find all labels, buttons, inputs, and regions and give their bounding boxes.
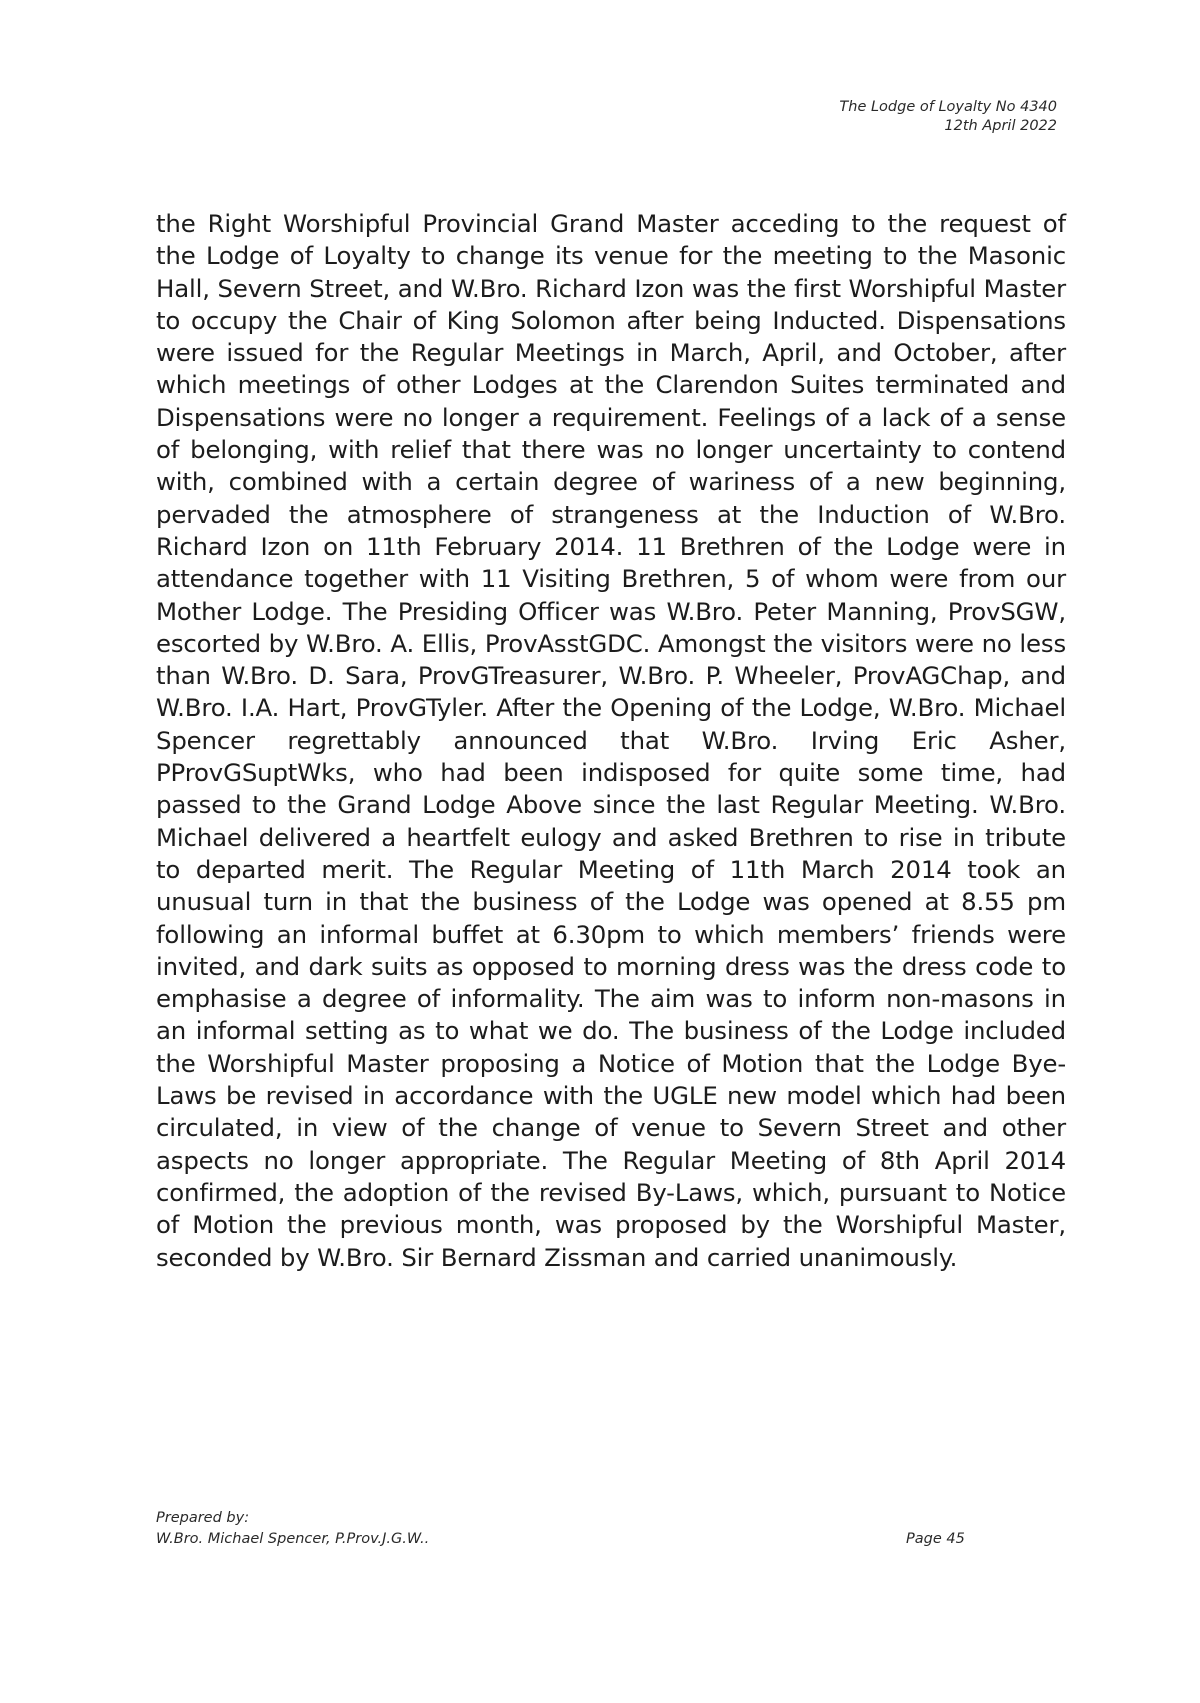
header-date: 12th April 2022 (944, 118, 1057, 134)
page-number: Page 45 (906, 1531, 965, 1547)
prepared-by-label: Prepared by: (156, 1510, 250, 1526)
header-lodge-name: The Lodge of Loyalty No 4340 (839, 99, 1057, 115)
page-header (839, 98, 1057, 136)
body-paragraph: the Right Worshipful Provincial Grand Master acceding to the request of the Lodge of Loyalty to change its venue for the meeting to the Masonic Hall, Severn Street, and W.Bro. Richard Izon was the first Worshipful Master to occupy the Chair of King Solomon after being Inducted. Dispensations were issued for the Regular Meetings in March, April, and October, after which meetings of other Lodges at the Clarendon Suites terminated and Dispensations were no longer a requirement. Feelings of a lack of a sense of belonging, with relief that there was no longer uncertainty to contend with, combined with a certain degree of wariness of a new beginning, pervaded the atmosphere of strangeness at the Induction of W.Bro. Richard Izon on 11th February 2014. 11 Brethren of the Lodge were in attendance together with 11 Visiting Brethren, 5 of whom were from our Mother Lodge. The Presiding Officer was W.Bro. Peter Manning, ProvSGW, escorted by W.Bro. A. Ellis, ProvAsstGDC. Amongst the visitors were no less than W.Bro. D. Sara, ProvGTreasurer, W.Bro. P. Wheeler, ProvAGChap, and W.Bro. I.A. Hart, ProvGTyler. After the Opening of the Lodge, W.Bro. Michael Spencer regrettably announced that W.Bro. Irving Eric Asher, PProvGSuptWks, who had been indisposed for quite some time, had passed to the Grand Lodge Above since the last Regular Meeting. W.Bro. Michael delivered a heartfelt eulogy and asked Brethren to rise in tribute to departed merit. The Regular Meeting of 11th March 2014 took an unusual turn in that the business of the Lodge was opened at 8.55 pm following an informal buffet at 6.30pm to which members’ friends were invited, and dark suits as opposed to morning dress was the dress code to emphasise a degree of informality. The aim was to inform non-masons in an informal setting as to what we do. The business of the Lodge included the Worshipful Master proposing a Notice of Motion that the Lodge Bye-Laws be revised in accordance with the UGLE new model which had been circulated, in view of the change of venue to Severn Street and other aspects no longer appropriate. The Regular Meeting of 8th April 2014 confirmed, the adoption of the revised By-Laws, which, pursuant to Notice of Motion the previous month, was proposed by the Worshipful Master, seconded by W.Bro. Sir Bernard Zissman and carried unanimously. (156, 209, 1066, 1272)
page-footer-prepared (156, 1508, 429, 1550)
author-name: W.Bro. Michael Spencer, P.Prov.J.G.W.. (156, 1531, 430, 1547)
